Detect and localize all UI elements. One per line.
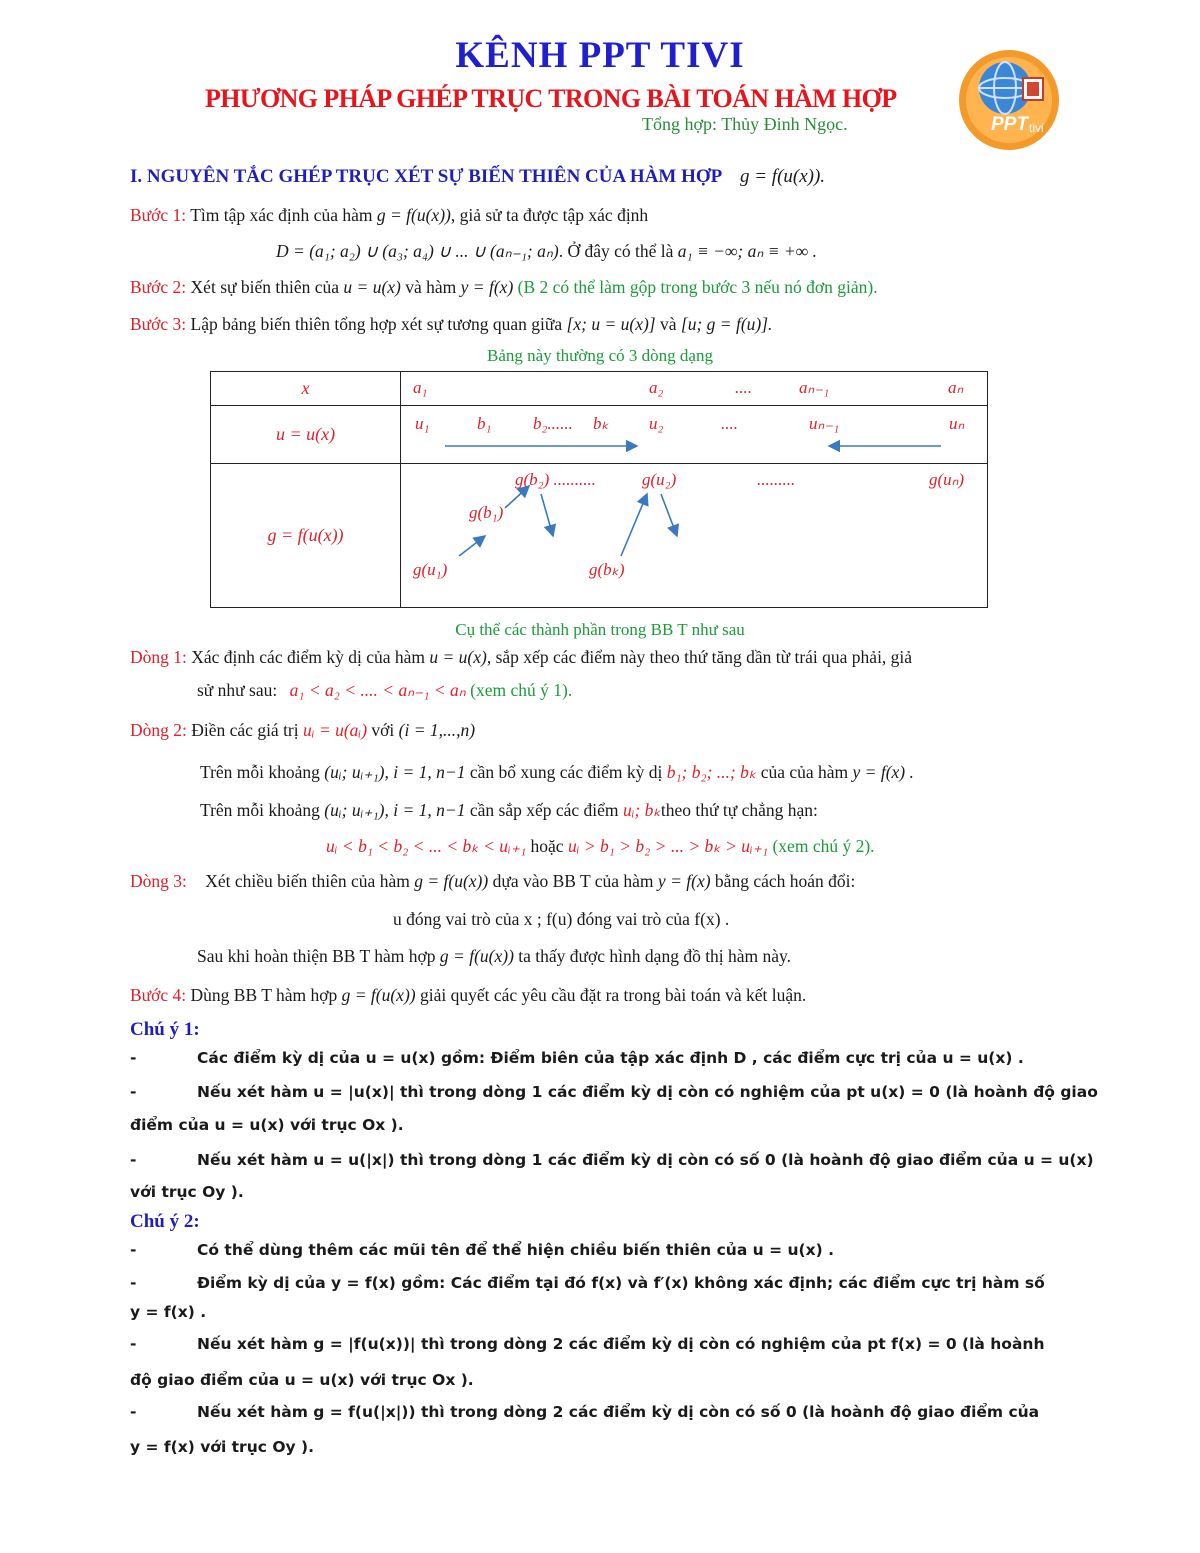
table-row-x bbox=[211, 372, 988, 406]
note1-dash-3: - bbox=[130, 1151, 137, 1169]
u-val-b2: b₂...... bbox=[533, 414, 573, 433]
row2-l4c: uᵢ > b₁ > b₂ > ... > bₖ > uᵢ₊₁ bbox=[567, 836, 769, 856]
note1-item-2-cont: điểm của u = u(x) với trục Ox ). bbox=[130, 1116, 404, 1134]
row2-desc-line bbox=[130, 720, 475, 741]
channel-title: KÊNH PPT TIVI bbox=[455, 35, 745, 76]
note1-item-1: Các điểm kỳ dị của u = u(x) gồm: Điểm biên của tập xác định D , các điểm cực trị của u = u(x) . bbox=[197, 1049, 1024, 1067]
row3-formula2: y = f(x) bbox=[657, 871, 711, 891]
row3-tail: bằng cách hoán đổi: bbox=[714, 871, 856, 891]
variation-table bbox=[210, 371, 988, 608]
row1-note: (xem chú ý 1). bbox=[470, 680, 573, 700]
step2-formula-u: u = u(x) bbox=[343, 277, 401, 297]
g-val-b2: g(b₂) .......... bbox=[515, 470, 596, 489]
note2-item-2: Điểm kỳ dị của y = f(x) gồm: Các điểm tại đó f(x) và f′(x) không xác định; các điểm cực trị hàm số bbox=[197, 1274, 1045, 1292]
g-arrow-b2-down bbox=[541, 494, 553, 536]
step1-formula: g = f(u(x)) bbox=[376, 205, 451, 225]
step3-label: Bước 3: bbox=[130, 314, 187, 334]
g-val-un: g(uₙ) bbox=[929, 470, 965, 489]
row2-l3a: Trên mỗi khoảng bbox=[200, 800, 320, 820]
u-val-un: uₙ bbox=[949, 414, 965, 433]
table-caption: Bảng này thường có 3 dòng dạng bbox=[487, 346, 713, 365]
g-arrow-bk-u2 bbox=[621, 494, 647, 556]
note1-dash-1: - bbox=[130, 1049, 137, 1067]
row2-l3d: theo thứ tự chẳng hạn: bbox=[660, 800, 818, 820]
g-val-u1: g(u₁) bbox=[413, 560, 448, 579]
row3-l3b: ta thấy được hình dạng đồ thị hàm này. bbox=[518, 946, 792, 966]
row3-mid: dựa vào BB T của hàm bbox=[492, 871, 654, 891]
row2-l2b: cần bổ xung các điểm kỳ dị bbox=[469, 762, 663, 782]
row2-l2d: của của hàm bbox=[760, 762, 849, 782]
step1-tail: , giả sử ta được tập xác định bbox=[450, 205, 649, 225]
g-arrows bbox=[401, 464, 989, 607]
step1-line bbox=[130, 205, 648, 226]
step2-line bbox=[130, 277, 878, 298]
row-x-values bbox=[401, 372, 988, 406]
step4-label: Bước 4: bbox=[130, 985, 187, 1005]
note2-item-4-cont: y = f(x) với trục Oy ). bbox=[130, 1438, 314, 1456]
x-val-dots: .... bbox=[735, 378, 752, 397]
g-arrow-u2-down bbox=[661, 494, 677, 536]
u-val-dots: .... bbox=[721, 414, 738, 433]
row2-l3c: uᵢ; bₖ bbox=[622, 800, 661, 820]
note2-item-2-cont: y = f(x) . bbox=[130, 1303, 207, 1321]
row2-l2c: b₁; b₂; ...; bₖ bbox=[666, 762, 757, 782]
x-val-an-1: aₙ₋₁ bbox=[799, 378, 830, 397]
step4-tail: giải quyết các yêu cầu đặt ra trong bài toán và kết luận. bbox=[419, 985, 807, 1005]
g-arrow-b1-b2 bbox=[505, 486, 529, 508]
row1-label: Dòng 1: bbox=[130, 647, 187, 667]
note1-title: Chú ý 1: bbox=[130, 1019, 200, 1040]
step2-formula-y: y = f(x) bbox=[460, 277, 514, 297]
step4-formula: g = f(u(x)) bbox=[341, 985, 416, 1005]
row2-l4a: uᵢ < b₁ < b₂ < ... < bₖ < uᵢ₊₁ bbox=[326, 836, 527, 856]
x-val-a2: a₂ bbox=[649, 378, 664, 397]
step3-mid: và bbox=[660, 314, 677, 334]
g-arrow-u1-b1 bbox=[459, 536, 485, 556]
note1-item-2: Nếu xét hàm u = |u(x)| thì trong dòng 1 các điểm kỳ dị còn có nghiệm của pt u(x) = 0 (là hoành độ giao bbox=[197, 1083, 1098, 1101]
note2-item-3-cont: độ giao điểm của u = u(x) với trục Ox ). bbox=[130, 1371, 474, 1389]
x-val-a1: a₁ bbox=[413, 378, 428, 397]
note2-dash-3: - bbox=[130, 1335, 137, 1353]
row-u-values bbox=[401, 406, 988, 464]
domain-limits: a₁ ≡ −∞; aₙ ≡ +∞ . bbox=[677, 241, 817, 261]
row-g-values bbox=[401, 464, 988, 608]
step2-text: Xét sự biến thiên của bbox=[190, 277, 340, 297]
row1-tail: , sắp xếp các điểm này theo thứ tăng dần từ trái qua phải, giả bbox=[486, 647, 913, 667]
step4-text: Dùng BB T hàm hợp bbox=[186, 985, 338, 1005]
note1-item-3-cont: với trục Oy ). bbox=[130, 1183, 244, 1201]
row2-l4b: hoặc bbox=[530, 836, 564, 856]
x-val-an: aₙ bbox=[948, 378, 964, 397]
row3-formula: g = f(u(x)) bbox=[414, 871, 489, 891]
step3-line bbox=[130, 314, 772, 335]
row2-line2 bbox=[200, 762, 914, 783]
logo-text-main: PPT bbox=[991, 114, 1028, 135]
table-below-caption: Cụ thể các thành phần trong BB T như sau bbox=[455, 620, 745, 639]
note2-item-3: Nếu xét hàm g = |f(u(x))| thì trong dòng 2 các điểm kỳ dị còn có nghiệm của pt f(x) = 0 (là hoành bbox=[197, 1335, 1045, 1353]
step1-text: Tìm tập xác định của hàm bbox=[190, 205, 373, 225]
row2-range: (i = 1,...,n) bbox=[398, 720, 476, 740]
step2-note: (B 2 có thể làm gộp trong bước 3 nếu nó đơn giản). bbox=[517, 277, 878, 297]
step3-text: Lập bảng biến thiên tổng hợp xét sự tương quan giữa bbox=[190, 314, 563, 334]
note2-item-4: Nếu xét hàm g = f(u(|x|)) thì trong dòng 2 các điểm kỳ dị còn có số 0 (là hoành độ giao điểm của bbox=[197, 1403, 1040, 1421]
row-g-label: g = f(u(x)) bbox=[211, 464, 401, 608]
section-title: I. NGUYÊN TẮC GHÉP TRỤC XÉT SỰ BIẾN THIÊN CỦA HÀM HỢP bbox=[130, 166, 722, 187]
row3-label: Dòng 3: bbox=[130, 871, 187, 891]
row1-order: a₁ < a₂ < .... < aₙ₋₁ < aₙ bbox=[289, 680, 466, 700]
u-val-b1: b₁ bbox=[477, 414, 492, 433]
table-row-g bbox=[211, 464, 988, 608]
row2-l3f: (uᵢ; uᵢ₊₁), i = 1, n−1 bbox=[324, 800, 466, 820]
row2-l2a: Trên mỗi khoảng bbox=[200, 762, 320, 782]
u-val-u1: u₁ bbox=[415, 414, 430, 433]
domain-line bbox=[276, 241, 817, 262]
row1-desc-line2 bbox=[197, 680, 572, 701]
row2-text: Điền các giá trị bbox=[191, 720, 299, 740]
note2-dash-1: - bbox=[130, 1241, 137, 1259]
row1-text: Xác định các điểm kỳ dị của hàm bbox=[186, 647, 425, 667]
row3-desc-line bbox=[130, 871, 855, 892]
author-credit: Tổng hợp: Thủy Đinh Ngọc. bbox=[642, 114, 848, 134]
step1-label: Bước 1: bbox=[130, 205, 187, 225]
row3-text: Xét chiều biến thiên của hàm bbox=[205, 871, 410, 891]
row2-l3b: cần sắp xếp các điểm bbox=[469, 800, 619, 820]
section-formula: g = f(u(x)). bbox=[739, 166, 826, 187]
table-row-u bbox=[211, 406, 988, 464]
row2-l4d: (xem chú ý 2). bbox=[772, 836, 875, 856]
row2-formula: uᵢ = u(aᵢ) bbox=[303, 720, 368, 740]
row-x-label: x bbox=[211, 372, 401, 406]
logo-text-sub: tivi bbox=[1029, 121, 1044, 135]
row3-line2: u đóng vai trò của x ; f(u) đóng vai trò của f(x) . bbox=[393, 909, 730, 929]
domain-tail: . Ở đây có thể là bbox=[558, 241, 674, 261]
g-val-bk: g(bₖ) bbox=[589, 560, 625, 579]
u-val-un-1: uₙ₋₁ bbox=[809, 414, 840, 433]
step3-formula-1: [x; u = u(x)] bbox=[566, 314, 656, 334]
note2-item-1: Có thể dùng thêm các mũi tên để thể hiện chiều biến thiên của u = u(x) . bbox=[197, 1241, 834, 1259]
row-u-label: u = u(x) bbox=[211, 406, 401, 464]
note2-title: Chú ý 2: bbox=[130, 1211, 200, 1232]
step2-mid: và hàm bbox=[405, 277, 457, 297]
u-val-u2: u₂ bbox=[649, 414, 664, 433]
g-val-b1: g(b₁) bbox=[469, 503, 504, 522]
u-arrows bbox=[401, 406, 989, 463]
row3-l3a: Sau khi hoàn thiện BB T hàm hợp bbox=[197, 946, 436, 966]
row2-l2e: y = f(x) . bbox=[852, 762, 914, 782]
note1-dash-2: - bbox=[130, 1083, 137, 1101]
g-val-dots: ......... bbox=[757, 470, 796, 489]
row2-l2f: (uᵢ; uᵢ₊₁), i = 1, n−1 bbox=[324, 762, 466, 782]
row1-formula: u = u(x) bbox=[429, 647, 487, 667]
section-heading bbox=[130, 166, 825, 188]
row2-line4 bbox=[326, 836, 875, 857]
row3-line3 bbox=[197, 946, 791, 967]
row2-mid: với bbox=[371, 720, 395, 740]
globe-presentation-logo-icon bbox=[957, 48, 1061, 152]
row1-line2: sử như sau: bbox=[197, 680, 278, 700]
note1-item-3: Nếu xét hàm u = u(|x|) thì trong dòng 1 các điểm kỳ dị còn có số 0 (là hoành độ giao điểm của u = u(x) bbox=[197, 1151, 1094, 1169]
u-val-bk: bₖ bbox=[593, 414, 609, 433]
domain-formula: D = (a₁; a₂) ∪ (a₃; a₄) ∪ ... ∪ (aₙ₋₁; aₙ) bbox=[276, 241, 559, 261]
step2-label: Bước 2: bbox=[130, 277, 187, 297]
row2-label: Dòng 2: bbox=[130, 720, 187, 740]
note2-dash-4: - bbox=[130, 1403, 137, 1421]
g-val-u2: g(u₂) bbox=[642, 470, 677, 489]
document-title: PHƯƠNG PHÁP GHÉP TRỤC TRONG BÀI TOÁN HÀM HỢP bbox=[205, 84, 897, 113]
note2-dash-2: - bbox=[130, 1274, 137, 1292]
row2-line3 bbox=[200, 800, 818, 821]
step4-line bbox=[130, 985, 806, 1006]
row3-l3f: g = f(u(x)) bbox=[439, 946, 514, 966]
row1-desc-line bbox=[130, 647, 912, 668]
step3-formula-2: [u; g = f(u)]. bbox=[680, 314, 773, 334]
